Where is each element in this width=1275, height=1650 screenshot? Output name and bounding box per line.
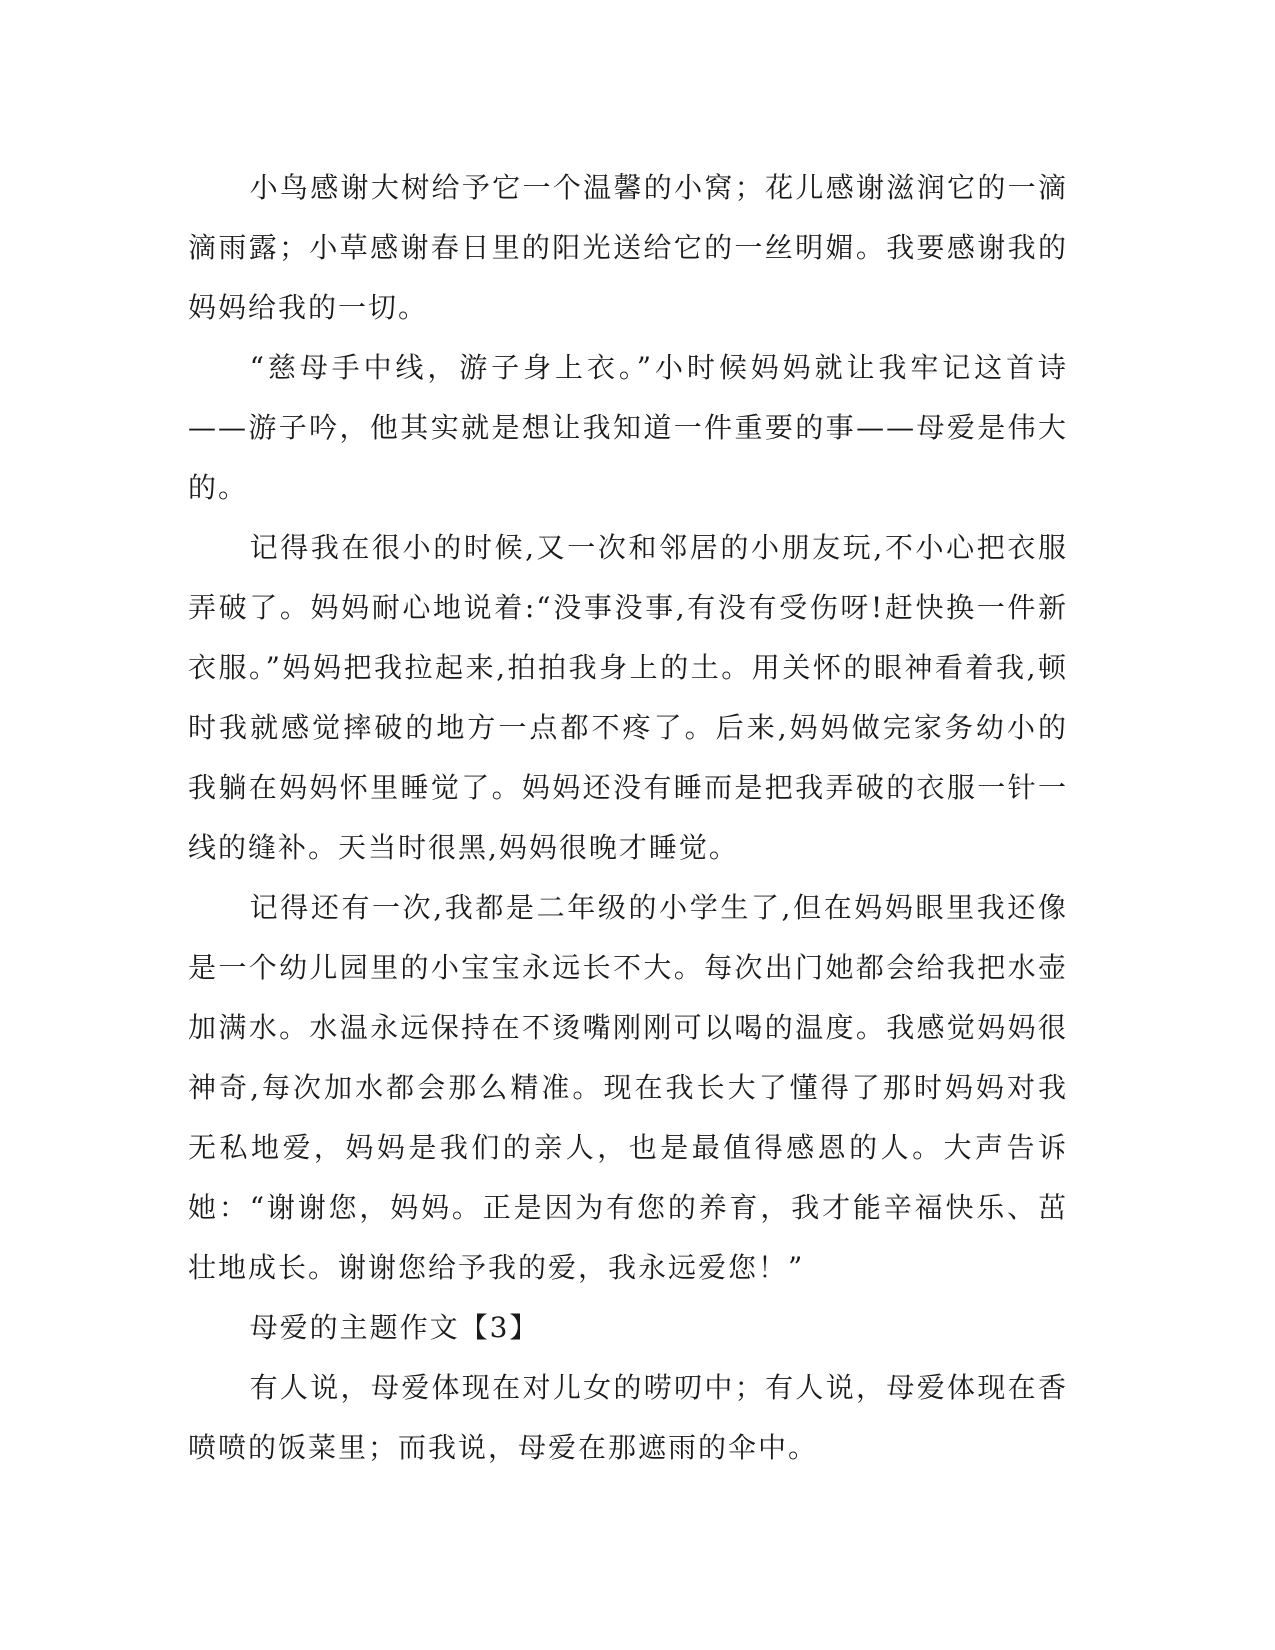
document-body — [188, 158, 1068, 1478]
paragraph-gratitude-intro: 小鸟感谢大树给予它一个温馨的小窝；花儿感谢滋润它的一滴滴雨露；小草感谢春日里的阳光送给它的一丝明媚。我要感谢我的妈妈给我的一切。 — [188, 171, 1068, 324]
paragraph-water-bottle: 记得还有一次,我都是二年级的小学生了,但在妈妈眼里我还像是一个幼儿园里的小宝宝永远长不大。每次出门她都会给我把水壶加满水。水温永远保持在不烫嘴刚刚可以喝的温度。我感觉妈妈很神奇,每次加水都会那么精准。现在我长大了懂得了那时妈妈对我无私地爱，妈妈是我们的亲人，也是最值得感恩的人。大声告诉她：“谢谢您，妈妈。正是因为有您的养育，我才能辛福快乐、茁壮地成长。谢谢您给予我的爱，我永远爱您！” — [188, 891, 1068, 1284]
paragraph-torn-clothes: 记得我在很小的时候,又一次和邻居的小朋友玩,不小心把衣服弄破了。妈妈耐心地说着:“没事没事,有没有受伤呀!赶快换一件新衣服。”妈妈把我拉起来,拍拍我身上的土。用关怀的眼神看着我,顿时我就感觉摔破的地方一点都不疼了。后来,妈妈做完家务幼小的我躺在妈妈怀里睡觉了。妈妈还没有睡而是把我弄破的衣服一针一线的缝补。天当时很黑,妈妈很晚才睡觉。 — [188, 531, 1068, 864]
paragraph-poem: “慈母手中线，游子身上衣。”小时候妈妈就让我牢记这首诗——游子吟，他其实就是想让我知道一件重要的事——母爱是伟大的。 — [188, 351, 1068, 504]
paragraph-umbrella: 有人说，母爱体现在对儿女的唠叨中；有人说，母爱体现在香喷喷的饭菜里；而我说，母爱在那遮雨的伞中。 — [188, 1371, 1068, 1464]
section-heading: 母爱的主题作文【3】 — [249, 1311, 540, 1344]
